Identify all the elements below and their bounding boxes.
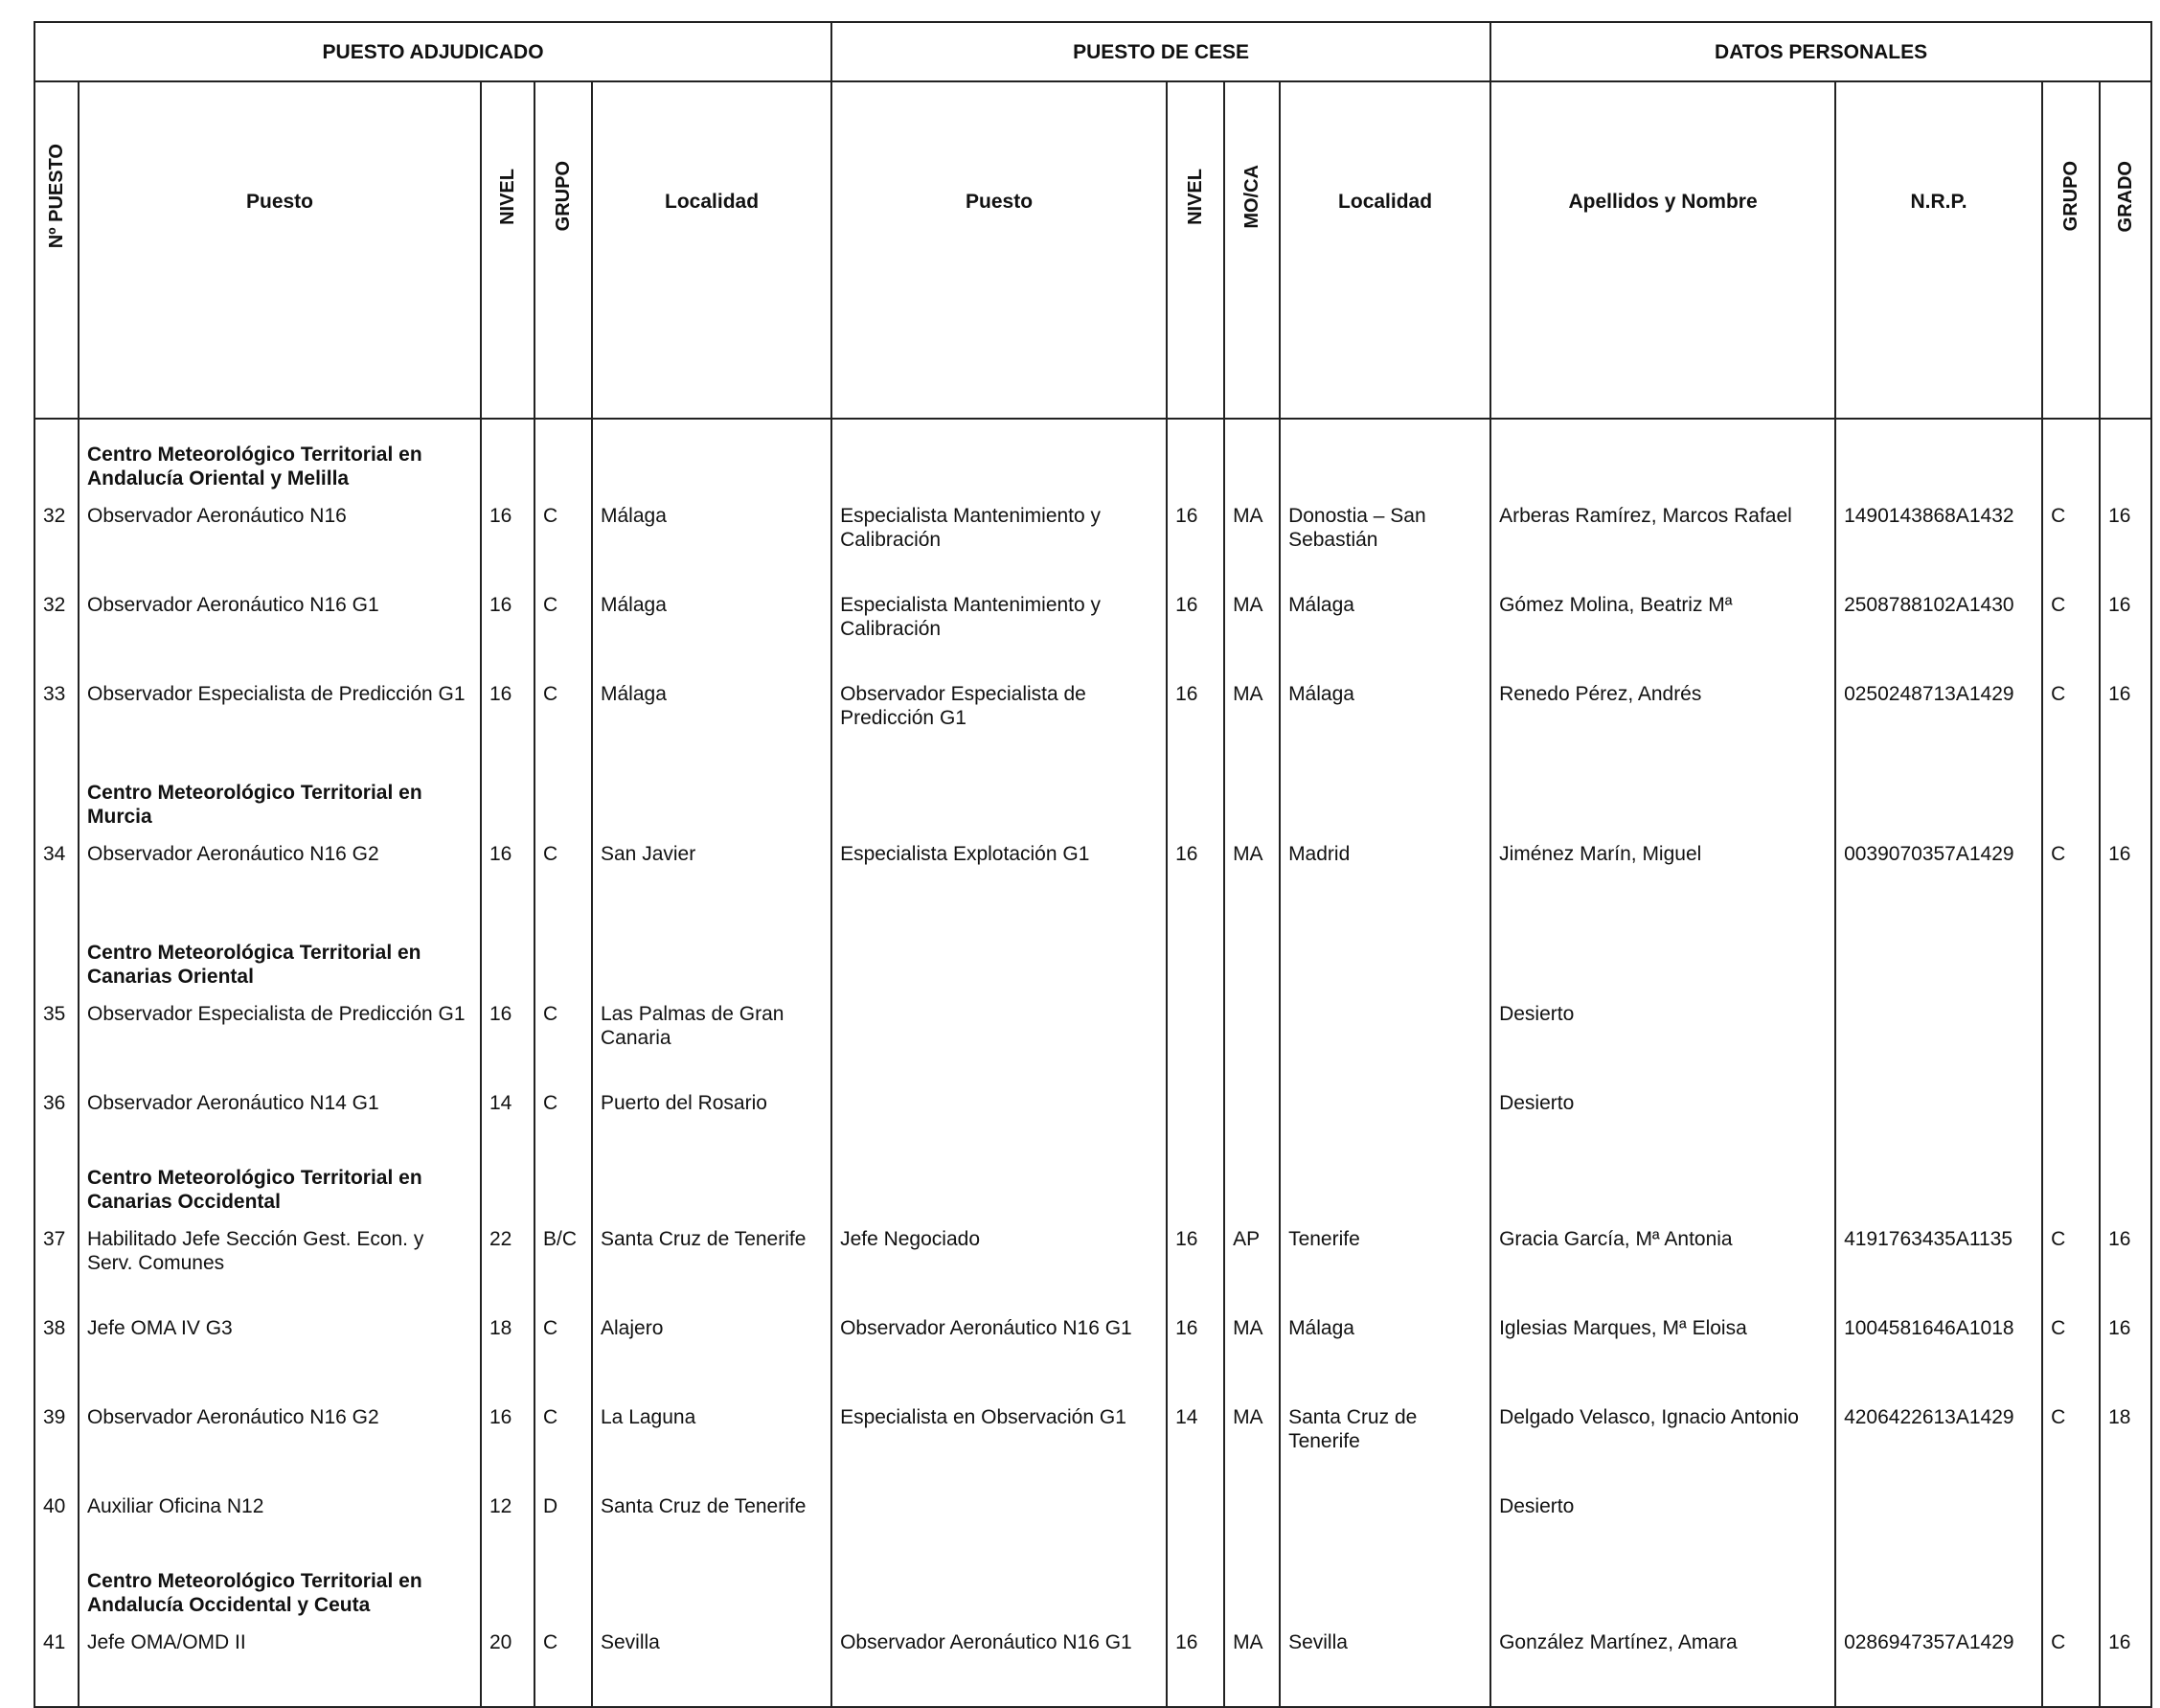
cell-nombre: Desierto xyxy=(1490,1078,1835,1143)
cell-num: 37 xyxy=(34,1214,79,1303)
table-cell xyxy=(2100,918,2151,989)
cell-nrp: 0250248713A1429 xyxy=(1835,669,2042,758)
section-title: Centro Meteorológico Territorial en Andalucía Occidental y Ceuta xyxy=(79,1546,481,1617)
cell-grado: 16 xyxy=(2100,1303,2151,1392)
table-cell xyxy=(534,1546,592,1617)
cell-grado: 16 xyxy=(2100,1617,2151,1707)
table-row xyxy=(34,1392,2151,1481)
section-title: Centro Meteorológico Territorial en Andalucía Oriental y Melilla xyxy=(79,419,481,490)
cell-nombre: Iglesias Marques, Mª Eloisa xyxy=(1490,1303,1835,1392)
table-row xyxy=(34,1617,2151,1707)
table-cell xyxy=(2042,1546,2100,1617)
cell-cese-localidad xyxy=(1280,1078,1490,1143)
cell-localidad: La Laguna xyxy=(592,1392,831,1481)
table-cell xyxy=(1490,1546,1835,1617)
cell-localidad: Alajero xyxy=(592,1303,831,1392)
section-title: Centro Meteorológico Territorial en Murcia xyxy=(79,758,481,829)
cell-nombre: Desierto xyxy=(1490,1481,1835,1546)
table-cell xyxy=(1224,1143,1280,1214)
cell-cese-localidad: Málaga xyxy=(1280,1303,1490,1392)
cell-nrp: 4191763435A1135 xyxy=(1835,1214,2042,1303)
table-cell xyxy=(2042,1143,2100,1214)
cell-cese-nivel: 16 xyxy=(1167,490,1224,580)
table-cell xyxy=(34,419,79,490)
cell-grado: 16 xyxy=(2100,1214,2151,1303)
cell-localidad: Málaga xyxy=(592,580,831,669)
cell-nivel: 16 xyxy=(481,580,534,669)
table-cell xyxy=(534,918,592,989)
table-cell xyxy=(1835,758,2042,829)
cell-nivel: 16 xyxy=(481,829,534,918)
table-cell xyxy=(1224,918,1280,989)
cell-nrp: 1490143868A1432 xyxy=(1835,490,2042,580)
col-nivel: NIVEL xyxy=(481,81,534,419)
table-row xyxy=(34,1481,2151,1546)
cell-nombre: González Martínez, Amara xyxy=(1490,1617,1835,1707)
cell-nivel: 22 xyxy=(481,1214,534,1303)
table-row xyxy=(34,669,2151,758)
table-row xyxy=(34,490,2151,580)
cell-cese-nivel: 16 xyxy=(1167,580,1224,669)
cell-puesto: Observador Aeronáutico N16 xyxy=(79,490,481,580)
cell-num: 38 xyxy=(34,1303,79,1392)
table-cell xyxy=(831,1546,1167,1617)
cell-moca: MA xyxy=(1224,1303,1280,1392)
cell-num: 40 xyxy=(34,1481,79,1546)
group-puesto-cese: PUESTO DE CESE xyxy=(831,22,1490,81)
cell-cese-localidad: Málaga xyxy=(1280,669,1490,758)
cell-puesto: Observador Especialista de Predicción G1 xyxy=(79,989,481,1078)
cell-localidad: Las Palmas de Gran Canaria xyxy=(592,989,831,1078)
cell-cese-nivel: 16 xyxy=(1167,1617,1224,1707)
col-grupo: GRUPO xyxy=(534,81,592,419)
cell-cese-localidad: Málaga xyxy=(1280,580,1490,669)
cell-nivel: 14 xyxy=(481,1078,534,1143)
table-cell xyxy=(592,758,831,829)
cell-cese-nivel xyxy=(1167,989,1224,1078)
cell-moca: MA xyxy=(1224,829,1280,918)
cell-num: 32 xyxy=(34,580,79,669)
table-cell xyxy=(2100,758,2151,829)
col-num-puesto: Nº PUESTO xyxy=(34,81,79,419)
cell-num: 35 xyxy=(34,989,79,1078)
col-moca: MO/CA xyxy=(1224,81,1280,419)
group-datos-personales: DATOS PERSONALES xyxy=(1490,22,2151,81)
cell-cese-nivel: 16 xyxy=(1167,1214,1224,1303)
cell-nivel: 16 xyxy=(481,989,534,1078)
cell-cese-localidad xyxy=(1280,989,1490,1078)
table-cell xyxy=(1167,419,1224,490)
table-cell xyxy=(534,1143,592,1214)
cell-moca: MA xyxy=(1224,580,1280,669)
cell-nrp xyxy=(1835,989,2042,1078)
cell-moca: MA xyxy=(1224,1392,1280,1481)
cell-grado: 16 xyxy=(2100,669,2151,758)
cell-nombre: Gómez Molina, Beatriz Mª xyxy=(1490,580,1835,669)
table-cell xyxy=(1167,758,1224,829)
section-row xyxy=(34,1546,2151,1617)
section-row xyxy=(34,1143,2151,1214)
table-cell xyxy=(831,758,1167,829)
cell-localidad: Santa Cruz de Tenerife xyxy=(592,1214,831,1303)
table-cell xyxy=(2100,1143,2151,1214)
cell-nrp: 4206422613A1429 xyxy=(1835,1392,2042,1481)
table-cell xyxy=(481,1546,534,1617)
cell-cese-localidad xyxy=(1280,1481,1490,1546)
table-cell xyxy=(1224,758,1280,829)
table-cell xyxy=(481,758,534,829)
column-header-row xyxy=(34,81,2151,419)
cell-p-grupo xyxy=(2042,1078,2100,1143)
cell-nrp: 1004581646A1018 xyxy=(1835,1303,2042,1392)
table-cell xyxy=(592,918,831,989)
cell-num: 32 xyxy=(34,490,79,580)
table-cell xyxy=(1167,1546,1224,1617)
cell-nrp: 2508788102A1430 xyxy=(1835,580,2042,669)
table-cell xyxy=(592,1143,831,1214)
cell-num: 34 xyxy=(34,829,79,918)
cell-cese-nivel xyxy=(1167,1481,1224,1546)
cell-cese-nivel xyxy=(1167,1078,1224,1143)
cell-moca: AP xyxy=(1224,1214,1280,1303)
cell-grupo: C xyxy=(534,1303,592,1392)
table-body xyxy=(34,419,2151,1707)
cell-p-grupo xyxy=(2042,989,2100,1078)
cell-cese-puesto: Especialista Mantenimiento y Calibración xyxy=(831,490,1167,580)
cell-num: 39 xyxy=(34,1392,79,1481)
table-cell xyxy=(1224,1546,1280,1617)
cell-cese-localidad: Santa Cruz de Tenerife xyxy=(1280,1392,1490,1481)
cell-p-grupo: C xyxy=(2042,829,2100,918)
cell-puesto: Observador Aeronáutico N16 G2 xyxy=(79,1392,481,1481)
cell-p-grupo: C xyxy=(2042,490,2100,580)
table-cell xyxy=(2042,918,2100,989)
cell-moca: MA xyxy=(1224,669,1280,758)
cell-grado: 16 xyxy=(2100,490,2151,580)
table-row xyxy=(34,580,2151,669)
table-cell xyxy=(1280,918,1490,989)
cell-puesto: Observador Aeronáutico N14 G1 xyxy=(79,1078,481,1143)
table-row xyxy=(34,1078,2151,1143)
cell-cese-nivel: 16 xyxy=(1167,1303,1224,1392)
col-cese-nivel: NIVEL xyxy=(1167,81,1224,419)
cell-p-grupo: C xyxy=(2042,1303,2100,1392)
col-personal-grupo: GRUPO xyxy=(2042,81,2100,419)
cell-grupo: B/C xyxy=(534,1214,592,1303)
cell-nombre: Delgado Velasco, Ignacio Antonio xyxy=(1490,1392,1835,1481)
adjudication-table xyxy=(34,21,2152,1708)
table-cell xyxy=(1167,1143,1224,1214)
table-cell xyxy=(592,1546,831,1617)
cell-moca xyxy=(1224,1078,1280,1143)
cell-cese-puesto: Observador Aeronáutico N16 G1 xyxy=(831,1617,1167,1707)
cell-nivel: 16 xyxy=(481,490,534,580)
section-row xyxy=(34,758,2151,829)
table-cell xyxy=(2042,419,2100,490)
cell-nrp: 0286947357A1429 xyxy=(1835,1617,2042,1707)
cell-cese-puesto: Jefe Negociado xyxy=(831,1214,1167,1303)
table-cell xyxy=(1490,1143,1835,1214)
table-cell xyxy=(481,918,534,989)
cell-num: 33 xyxy=(34,669,79,758)
table-cell xyxy=(1835,918,2042,989)
cell-cese-localidad: Madrid xyxy=(1280,829,1490,918)
table-cell xyxy=(1167,918,1224,989)
section-title: Centro Meteorológico Territorial en Canarias Occidental xyxy=(79,1143,481,1214)
cell-grado xyxy=(2100,989,2151,1078)
cell-nivel: 16 xyxy=(481,669,534,758)
cell-cese-localidad: Tenerife xyxy=(1280,1214,1490,1303)
cell-cese-puesto: Especialista Mantenimiento y Calibración xyxy=(831,580,1167,669)
cell-grupo: C xyxy=(534,989,592,1078)
cell-nrp: 0039070357A1429 xyxy=(1835,829,2042,918)
cell-nivel: 20 xyxy=(481,1617,534,1707)
col-puesto: Puesto xyxy=(79,81,481,419)
cell-grado xyxy=(2100,1078,2151,1143)
section-row xyxy=(34,419,2151,490)
table-cell xyxy=(592,419,831,490)
table-cell xyxy=(34,758,79,829)
cell-nombre: Renedo Pérez, Andrés xyxy=(1490,669,1835,758)
cell-moca: MA xyxy=(1224,490,1280,580)
col-nrp: N.R.P. xyxy=(1835,81,2042,419)
cell-moca: MA xyxy=(1224,1617,1280,1707)
cell-grupo: C xyxy=(534,1617,592,1707)
table-cell xyxy=(534,758,592,829)
cell-localidad: San Javier xyxy=(592,829,831,918)
cell-grado xyxy=(2100,1481,2151,1546)
cell-puesto: Auxiliar Oficina N12 xyxy=(79,1481,481,1546)
cell-grupo: C xyxy=(534,490,592,580)
cell-cese-puesto: Observador Aeronáutico N16 G1 xyxy=(831,1303,1167,1392)
cell-cese-puesto xyxy=(831,989,1167,1078)
cell-grupo: C xyxy=(534,580,592,669)
cell-localidad: Sevilla xyxy=(592,1617,831,1707)
cell-grado: 16 xyxy=(2100,829,2151,918)
cell-p-grupo: C xyxy=(2042,1214,2100,1303)
cell-puesto: Observador Especialista de Predicción G1 xyxy=(79,669,481,758)
table-cell xyxy=(2100,419,2151,490)
cell-grupo: C xyxy=(534,829,592,918)
cell-puesto: Habilitado Jefe Sección Gest. Econ. y Serv. Comunes xyxy=(79,1214,481,1303)
table-cell xyxy=(34,1546,79,1617)
table-cell xyxy=(481,419,534,490)
cell-p-grupo: C xyxy=(2042,580,2100,669)
table-cell xyxy=(34,1143,79,1214)
cell-cese-puesto: Especialista Explotación G1 xyxy=(831,829,1167,918)
cell-cese-nivel: 16 xyxy=(1167,829,1224,918)
cell-localidad: Puerto del Rosario xyxy=(592,1078,831,1143)
col-cese-puesto: Puesto xyxy=(831,81,1167,419)
cell-puesto: Observador Aeronáutico N16 G1 xyxy=(79,580,481,669)
cell-localidad: Málaga xyxy=(592,669,831,758)
cell-nombre: Gracia García, Mª Antonia xyxy=(1490,1214,1835,1303)
table-cell xyxy=(1280,419,1490,490)
cell-num: 41 xyxy=(34,1617,79,1707)
table-row xyxy=(34,1303,2151,1392)
cell-grado: 18 xyxy=(2100,1392,2151,1481)
table-cell xyxy=(1490,758,1835,829)
resolution-table-page xyxy=(34,21,2150,1653)
cell-num: 36 xyxy=(34,1078,79,1143)
table-cell xyxy=(2100,1546,2151,1617)
cell-localidad: Málaga xyxy=(592,490,831,580)
cell-nrp xyxy=(1835,1481,2042,1546)
table-cell xyxy=(1280,758,1490,829)
cell-cese-puesto xyxy=(831,1078,1167,1143)
group-puesto-adjudicado: PUESTO ADJUDICADO xyxy=(34,22,831,81)
table-cell xyxy=(1224,419,1280,490)
table-cell xyxy=(1280,1546,1490,1617)
cell-cese-localidad: Donostia – San Sebastián xyxy=(1280,490,1490,580)
cell-nivel: 18 xyxy=(481,1303,534,1392)
cell-puesto: Observador Aeronáutico N16 G2 xyxy=(79,829,481,918)
cell-p-grupo xyxy=(2042,1481,2100,1546)
cell-localidad: Santa Cruz de Tenerife xyxy=(592,1481,831,1546)
cell-cese-localidad: Sevilla xyxy=(1280,1617,1490,1707)
cell-puesto: Jefe OMA IV G3 xyxy=(79,1303,481,1392)
cell-p-grupo: C xyxy=(2042,1392,2100,1481)
table-cell xyxy=(481,1143,534,1214)
table-cell xyxy=(1835,1143,2042,1214)
cell-grupo: D xyxy=(534,1481,592,1546)
cell-p-grupo: C xyxy=(2042,669,2100,758)
cell-grado: 16 xyxy=(2100,580,2151,669)
table-row xyxy=(34,989,2151,1078)
section-row xyxy=(34,918,2151,989)
cell-cese-nivel: 16 xyxy=(1167,669,1224,758)
table-row xyxy=(34,829,2151,918)
cell-cese-puesto: Observador Especialista de Predicción G1 xyxy=(831,669,1167,758)
table-cell xyxy=(2042,758,2100,829)
cell-nombre: Desierto xyxy=(1490,989,1835,1078)
cell-nrp xyxy=(1835,1078,2042,1143)
cell-cese-nivel: 14 xyxy=(1167,1392,1224,1481)
cell-grupo: C xyxy=(534,1392,592,1481)
table-cell xyxy=(1490,918,1835,989)
cell-p-grupo: C xyxy=(2042,1617,2100,1707)
cell-grupo: C xyxy=(534,669,592,758)
group-header-row xyxy=(34,22,2151,81)
table-cell xyxy=(1490,419,1835,490)
table-cell xyxy=(1280,1143,1490,1214)
table-cell xyxy=(831,1143,1167,1214)
cell-nivel: 12 xyxy=(481,1481,534,1546)
table-cell xyxy=(831,918,1167,989)
cell-nombre: Jiménez Marín, Miguel xyxy=(1490,829,1835,918)
col-cese-localidad: Localidad xyxy=(1280,81,1490,419)
cell-puesto: Jefe OMA/OMD II xyxy=(79,1617,481,1707)
table-cell xyxy=(831,419,1167,490)
section-title: Centro Meteorológica Territorial en Canarias Oriental xyxy=(79,918,481,989)
cell-moca xyxy=(1224,1481,1280,1546)
table-cell xyxy=(534,419,592,490)
cell-grupo: C xyxy=(534,1078,592,1143)
cell-nombre: Arberas Ramírez, Marcos Rafael xyxy=(1490,490,1835,580)
col-grado: GRADO xyxy=(2100,81,2151,419)
col-apellidos-nombre: Apellidos y Nombre xyxy=(1490,81,1835,419)
table-row xyxy=(34,1214,2151,1303)
table-cell xyxy=(1835,419,2042,490)
cell-nivel: 16 xyxy=(481,1392,534,1481)
cell-moca xyxy=(1224,989,1280,1078)
cell-cese-puesto: Especialista en Observación G1 xyxy=(831,1392,1167,1481)
table-cell xyxy=(34,918,79,989)
table-cell xyxy=(1835,1546,2042,1617)
col-localidad: Localidad xyxy=(592,81,831,419)
cell-cese-puesto xyxy=(831,1481,1167,1546)
